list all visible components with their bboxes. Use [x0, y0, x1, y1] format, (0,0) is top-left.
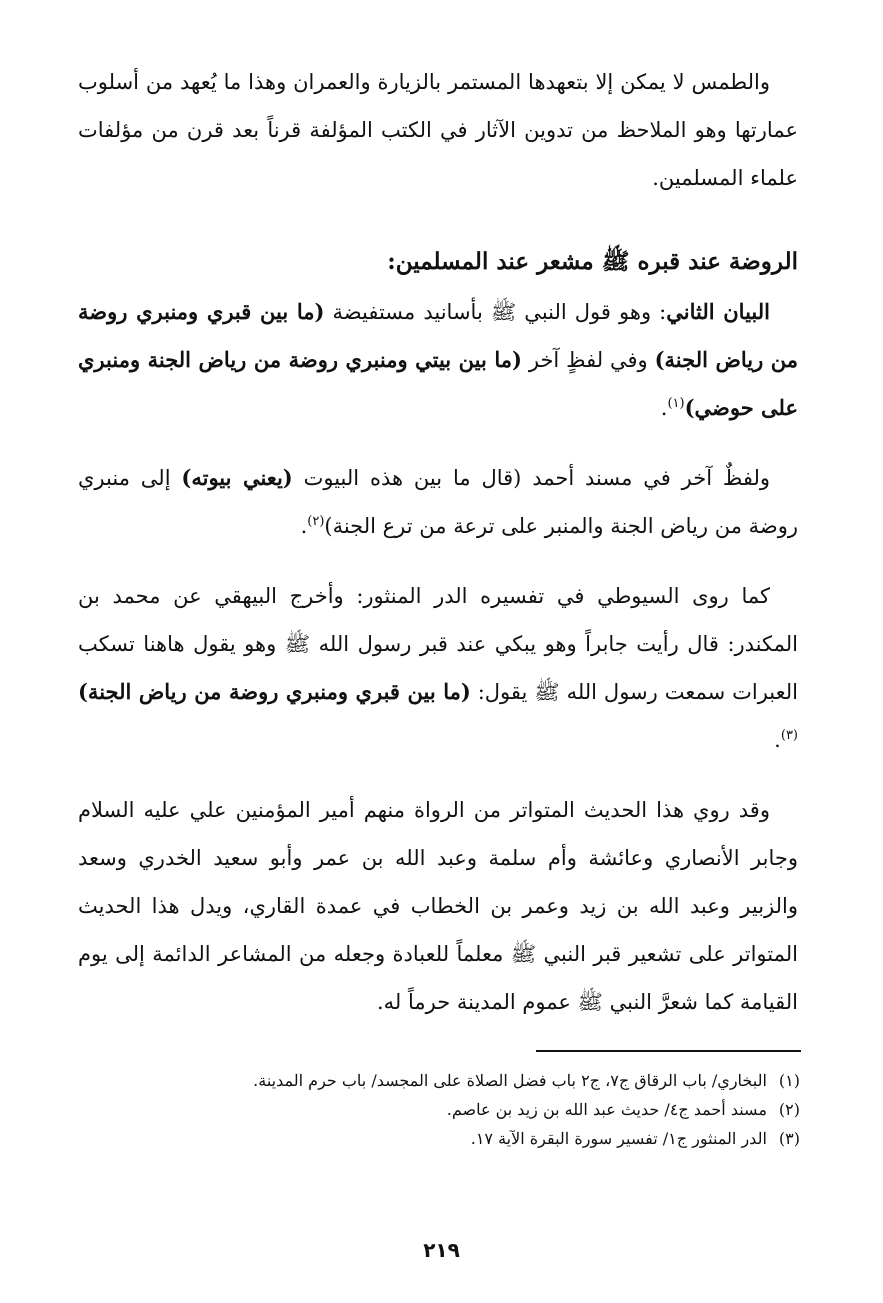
- section-heading: الروضة عند قبره ﷺ مشعر عند المسلمين:: [387, 248, 798, 275]
- paragraph-suyuti: [78, 572, 798, 764]
- hadith-quote: (ما بين قبري ومنبري روضة من رياض الجنة): [78, 679, 471, 704]
- paragraph-text: إلى منبري روضة من رياض الجنة والمنبر على ترعة من ترع الجنة): [78, 466, 798, 538]
- paragraph-musnad-ahmad: [78, 454, 798, 550]
- footnote-ref-1[interactable]: (١): [667, 396, 685, 411]
- page-body: [78, 58, 798, 1026]
- footnote-divider: [536, 1050, 801, 1052]
- footnote-1: [78, 1066, 800, 1095]
- page-number: ٢١٩: [423, 1238, 460, 1262]
- footnote-text: البخاري/ باب الرقاق ج٧، ج٢ باب فضل الصلاة على المجسد/ باب حرم المدينة.: [253, 1071, 767, 1090]
- footnote-number: (١): [778, 1071, 800, 1090]
- paragraph-text: كما روى السيوطي في تفسيره الدر المنثور: وأخرج البيهقي عن محمد بن المكندر: قال رأيت جابراً وهو يبكي عند قبر رسول الله ﷺ وهو يقول هاهنا تسكب العبرات سمعت رسول الله ﷺ يقول:: [78, 584, 798, 704]
- intro-paragraph: والطمس لا يمكن إلا بتعهدها المستمر بالزيارة والعمران وهذا ما يُعهد من أسلوب عمارتها وهو الملاحظ من تدوين الآثار في الكتب المؤلفة قرناً بعد قرن من مؤلفات علماء المسلمين.: [78, 70, 798, 190]
- paragraph-narrators: وقد روي هذا الحديث المتواتر من الرواة منهم أمير المؤمنين علي عليه السلام وجابر الأنصاري وعائشة وأم سلمة وعبد الله بن عمر وأبو سعيد الخدري وسعد والزبير وعبد الله بن زيد وعمر بن الخطاب في عمدة القاري، ويدل هذا الحديث المتواتر على تشعير قبر النبي ﷺ معلماً للعبادة وجعله من المشاعر الدائمة إلى يوم القيامة كما شعرَّ النبي ﷺ عموم المدينة حرماً له.: [78, 798, 798, 1014]
- footnote-number: (٣): [778, 1129, 800, 1148]
- footnote-2: [78, 1095, 800, 1124]
- paragraph-text: : وهو قول النبي ﷺ بأسانيد مستفيضة: [324, 300, 667, 324]
- footnote-ref-3[interactable]: (٣): [780, 728, 798, 743]
- second-statement-label: البيان الثاني: [666, 299, 770, 324]
- paragraph-second-statement: [78, 288, 798, 432]
- footnote-text: مسند أحمد ج٤/ حديث عبد الله بن زيد بن عاصم.: [446, 1100, 767, 1119]
- paragraph-end: .: [660, 396, 668, 420]
- hadith-quote: (ما بين قبري ومنبري روضة من رياض الجنة): [78, 299, 799, 372]
- paragraph-text: ولفظٌ آخر في مسند أحمد (قال ما بين هذه البيوت: [292, 466, 770, 490]
- paragraph-end: .: [300, 514, 308, 538]
- footnote-3: [78, 1124, 800, 1153]
- paragraph-end: .: [774, 728, 781, 752]
- hadith-quote: (ما بين بيتي ومنبري روضة من رياض الجنة ومنبري على حوضي): [78, 347, 798, 420]
- bold-phrase: (يعني بيوته): [181, 465, 293, 490]
- footnote-number: (٢): [778, 1100, 800, 1119]
- footnote-text: الدر المنثور ج١/ تفسير سورة البقرة الآية ١٧.: [470, 1129, 767, 1148]
- footnote-ref-2[interactable]: (٢): [307, 514, 325, 529]
- footnotes: [78, 1066, 800, 1153]
- paragraph-text: وفي لفظٍ آخر: [521, 348, 655, 372]
